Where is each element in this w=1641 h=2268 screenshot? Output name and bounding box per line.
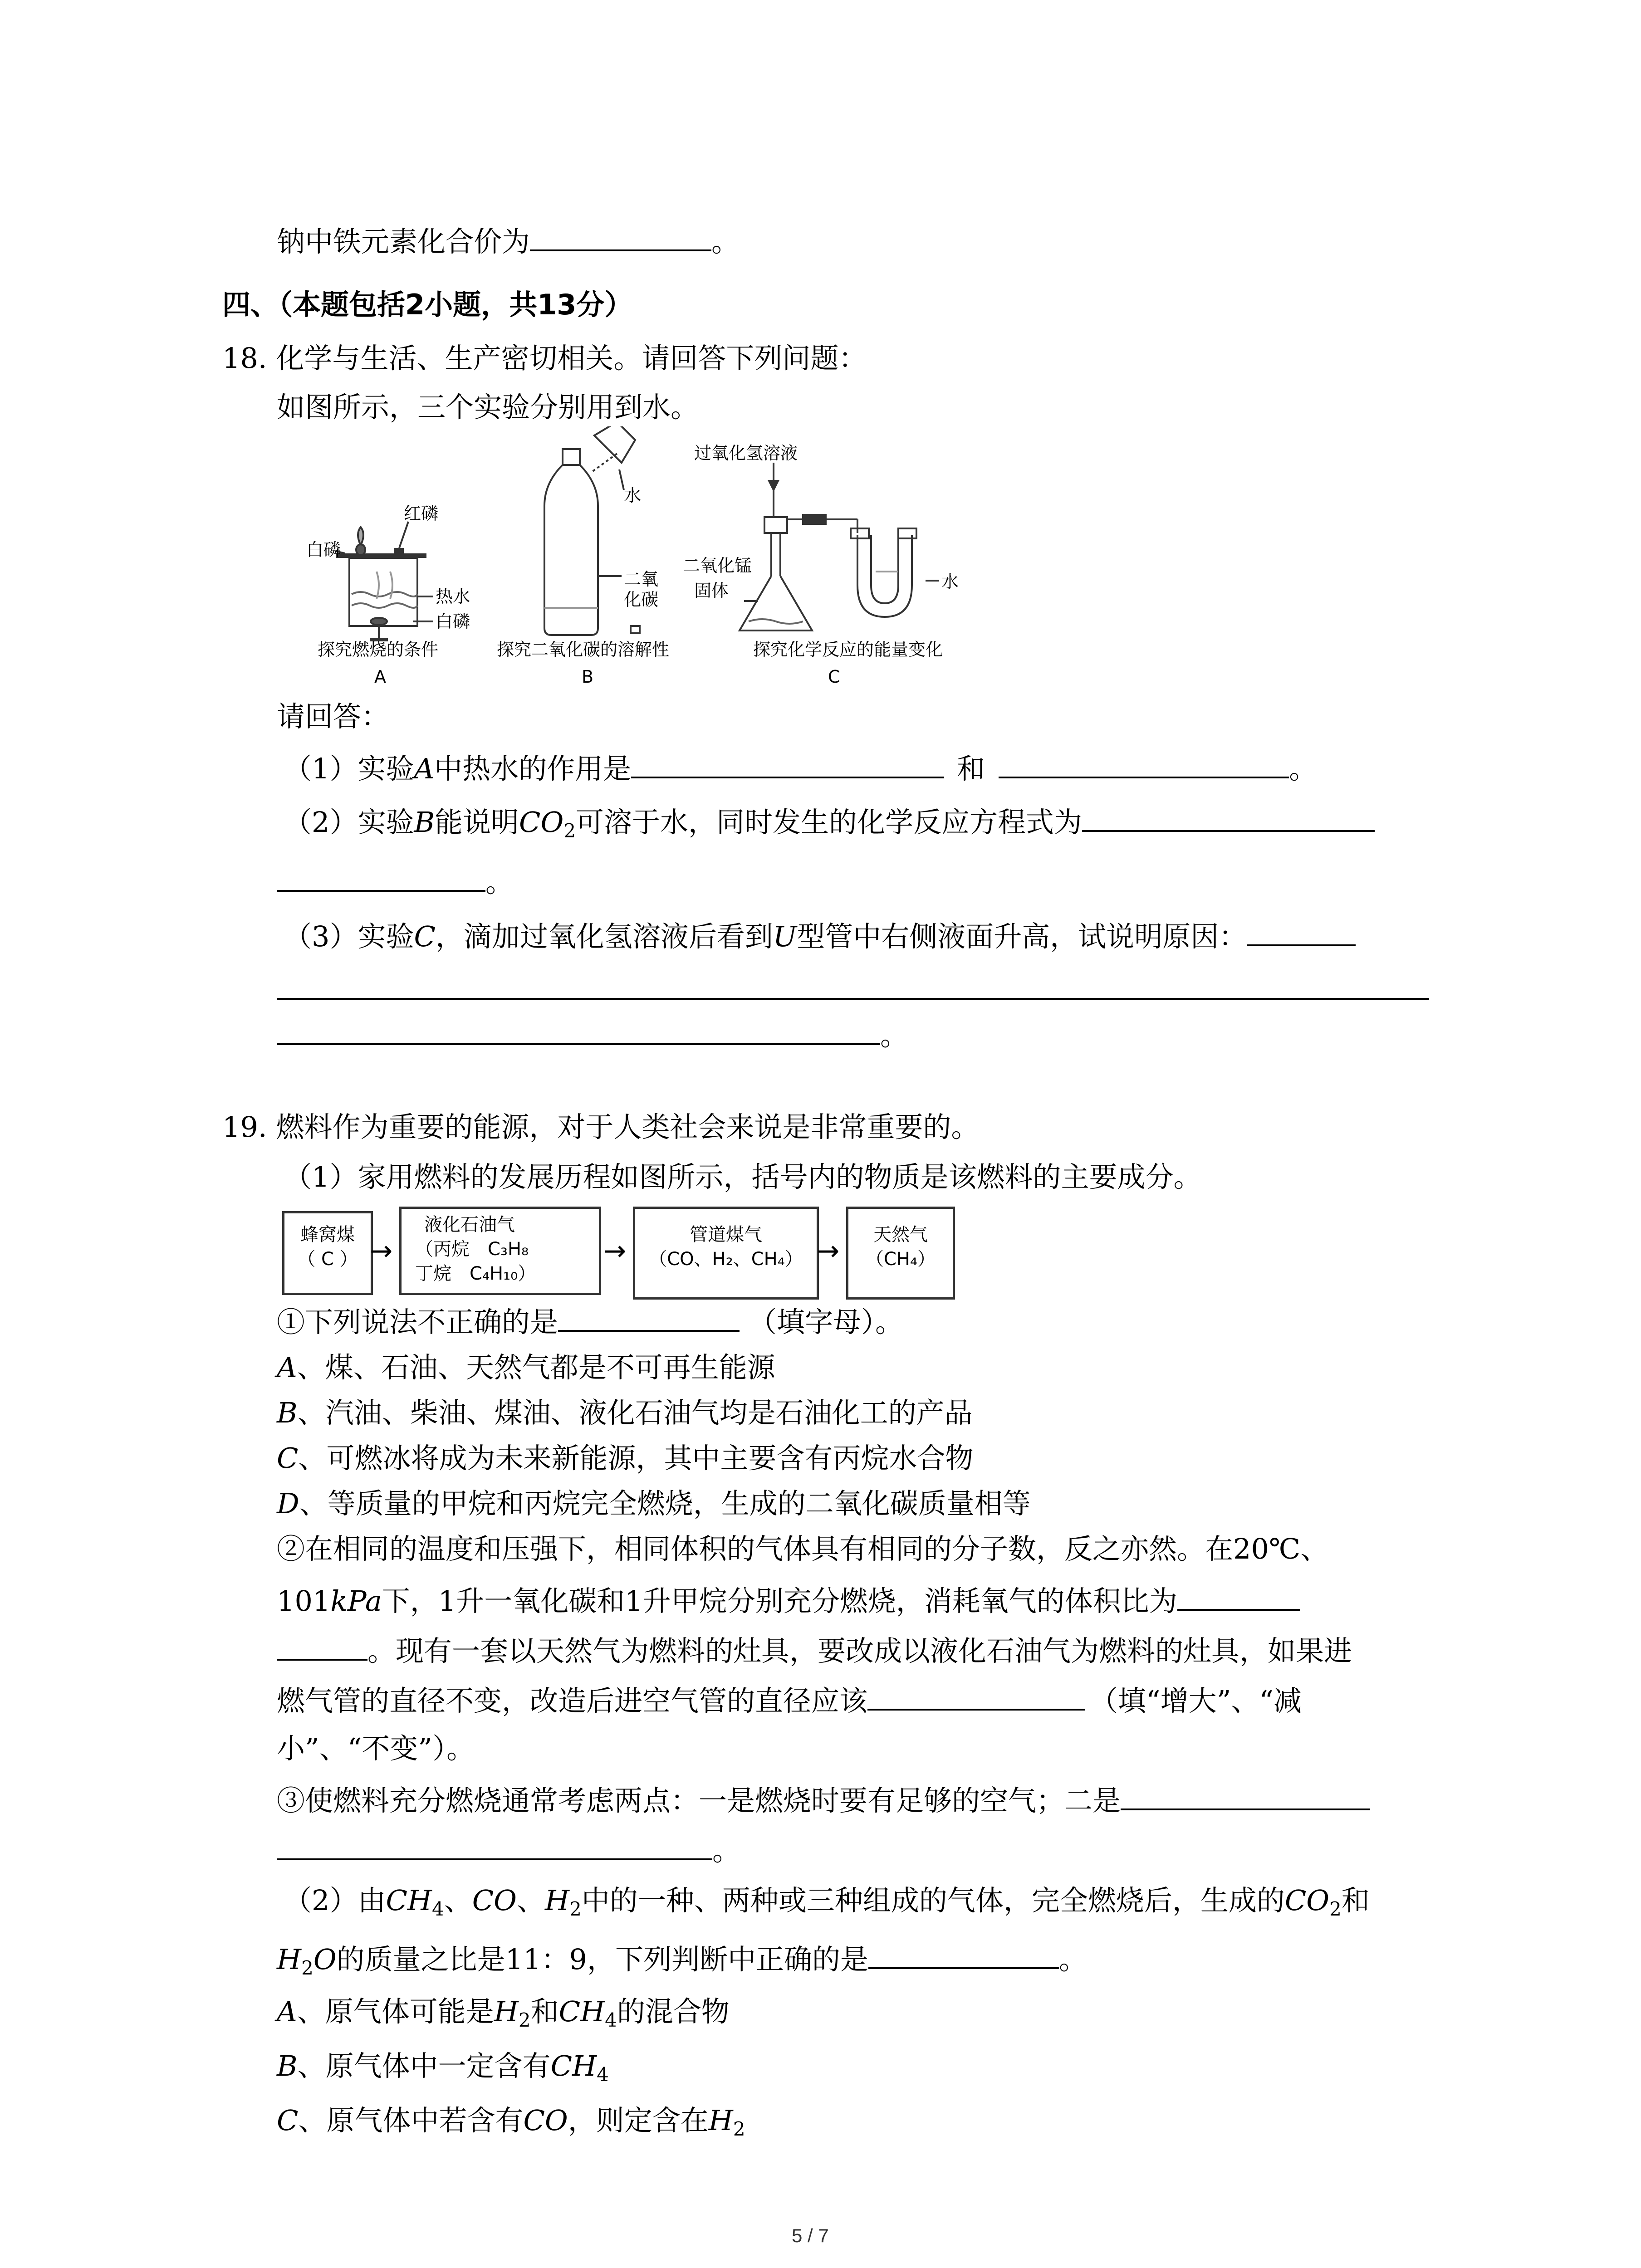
q19-s2-line3: 。现有一套以天然气为燃料的灶具，要改成以液化石油气为燃料的灶具，如果进	[277, 1631, 1352, 1669]
q18-part3: （3）实验C，滴加过氧化氢溶液后看到U型管中右侧液面升高，试说明原因：	[284, 916, 1356, 955]
label-red-p: 红磷	[404, 503, 439, 523]
q18-part2-cont: 。	[277, 862, 514, 900]
q18-answer-prompt: 请回答：	[277, 700, 390, 733]
q18-part1: （1）实验A中热水的作用是 和 。	[284, 748, 1317, 787]
page-number: 5 / 7	[792, 2225, 829, 2246]
arrow-icon: →	[817, 1235, 840, 1267]
q19-option-a: A、煤、石油、天然气都是不可再生能源	[277, 1351, 775, 1384]
answer-blank[interactable]	[1082, 802, 1375, 832]
q19-part2-option-a: A、原气体可能是$H_2$和$CH_4$的混合物	[277, 1995, 730, 2031]
q18-intro: 如图所示，三个实验分别用到水。	[277, 391, 699, 424]
letter-a: A	[374, 667, 386, 687]
answer-blank[interactable]	[530, 221, 711, 251]
letter-b: B	[582, 667, 594, 687]
answer-blank[interactable]	[277, 1830, 712, 1860]
q19-part1-intro: （1）家用燃料的发展历程如图所示，括号内的物质是该燃料的主要成分。	[284, 1160, 1202, 1193]
answer-blank[interactable]	[631, 748, 944, 778]
flow-box-lpg: 液化石油气 （丙烷 C₃H₈ 丁烷 C₄H₁₀）	[399, 1207, 601, 1295]
label-co2-1: 二氧	[624, 569, 659, 589]
q19-s2-line1: ②在相同的温度和压强下，相同体积的气体具有相同的分子数，反之亦然。在20℃、	[277, 1532, 1329, 1565]
label-co2-2: 化碳	[624, 590, 659, 610]
q19-part2-option-c: C、原气体中若含有CO，则定含在$H_2$	[277, 2104, 745, 2140]
answer-blank[interactable]	[1121, 1780, 1370, 1810]
q19-part2-line2: $H_2O$的质量之比是11：9，下列判断中正确的是 。	[277, 1939, 1087, 1978]
answer-blank-line[interactable]	[277, 996, 1429, 1000]
apparatus-a	[336, 522, 433, 640]
q17-tail: 钠中铁元素化合价为 。	[277, 221, 740, 260]
flow-box-gas: 管道煤气 （CO、H₂、CH₄）	[633, 1207, 819, 1300]
q19-s3-line2: 。	[277, 1830, 740, 1869]
caption-c: 探究化学反应的能量变化	[753, 640, 943, 660]
answer-blank[interactable]	[868, 1939, 1059, 1969]
caption-b: 探究二氧化碳的溶解性	[497, 640, 670, 660]
answer-blank[interactable]	[867, 1681, 1085, 1711]
answer-blank[interactable]	[277, 1015, 880, 1045]
q19-part2-option-b: B、原气体中一定含有$CH_4$	[277, 2049, 609, 2086]
answer-blank[interactable]	[277, 862, 485, 892]
q18-figure	[272, 426, 1021, 708]
q19-option-d: D、等质量的甲烷和丙烷完全燃烧，生成的二氧化碳质量相等	[277, 1487, 1031, 1520]
q18-part2: （2）实验B能说明$CO_2$可溶于水，同时发生的化学反应方程式为	[284, 802, 1375, 841]
q19-s2-line2: 101kPa下，1升一氧化碳和1升甲烷分别充分燃烧，消耗氧气的体积比为	[277, 1581, 1300, 1619]
q19-option-c: C、可燃冰将成为未来新能源，其中主要含有丙烷水合物	[277, 1442, 974, 1475]
q18-stem: 18. 化学与生活、生产密切相关。请回答下列问题：	[222, 342, 867, 375]
flow-box-natural-gas: 天然气 （CH₄）	[846, 1207, 955, 1300]
label-water-b: 水	[624, 485, 642, 505]
q19-s2-line5: 小”、“不变”）。	[277, 1732, 475, 1765]
q19-s1: ①下列说法不正确的是 （填字母）。	[277, 1302, 903, 1340]
label-mno2-1: 二氧化锰	[683, 556, 752, 576]
answer-blank[interactable]	[1247, 916, 1356, 946]
answer-blank[interactable]	[999, 748, 1289, 778]
label-h2o2: 过氧化氢溶液	[694, 443, 798, 463]
q19-s3-line1: ③使燃料充分燃烧通常考虑两点：一是燃烧时要有足够的空气；二是	[277, 1780, 1370, 1819]
letter-c: C	[828, 667, 840, 687]
answer-blank[interactable]	[1177, 1581, 1300, 1611]
answer-blank[interactable]	[558, 1302, 740, 1332]
flow-box-coal: 蜂窝煤 （ C ）	[282, 1211, 373, 1295]
q19-s2-line4: 燃气管的直径不变，改造后进空气管的直径应该 （填“增大”、“减	[277, 1681, 1302, 1719]
arrow-icon: →	[370, 1235, 393, 1267]
arrow-icon: →	[603, 1235, 627, 1267]
label-mno2-2: 固体	[694, 581, 729, 601]
section-heading: 四、（本题包括2小题，共13分）	[222, 288, 633, 321]
q19-option-b: B、汽油、柴油、煤油、液化石油气均是石油化工的产品	[277, 1396, 973, 1429]
q18-part3-cont: 。	[277, 1015, 908, 1054]
label-water-c: 水	[941, 572, 959, 591]
apparatus-c	[740, 463, 939, 631]
label-hot-water: 热水	[436, 587, 470, 606]
q19-stem: 19. 燃料作为重要的能源，对于人类社会来说是非常重要的。	[222, 1110, 980, 1144]
q19-part2-line1: （2）由$CH_4$、CO、$H_2$中的一种、两种或三种组成的气体，完全燃烧后，生成的$CO_2$和	[284, 1884, 1370, 1920]
answer-blank[interactable]	[277, 1631, 367, 1661]
label-white-p-bottom: 白磷	[436, 611, 470, 631]
label-white-p: 白磷	[306, 540, 341, 560]
caption-a: 探究燃烧的条件	[318, 640, 439, 660]
